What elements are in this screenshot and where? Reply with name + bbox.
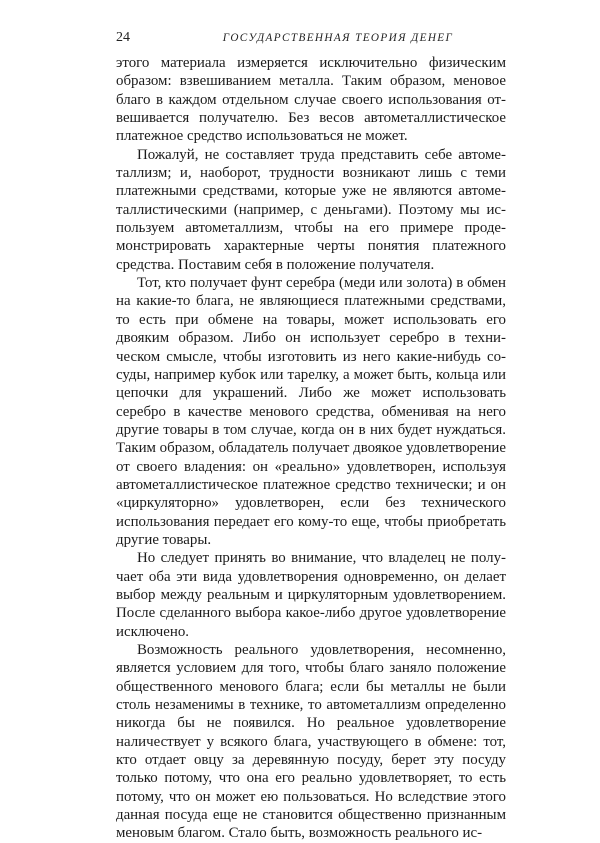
paragraph-1: этого материала измеряется исключительно физическим образом: взвешиванием металла. Таким образом, меновое благо в каждом отдельном случае своего использования отвешивается получателю. Без весов автометаллистическое платежное средство использоваться не может. [116,55,506,145]
running-title: ГОСУДАРСТВЕННАЯ ТЕОРИЯ ДЕНЕГ [222,32,454,44]
page-header [116,30,506,48]
paragraph-5: Возможность реального удовлетворения, несомненно, является условием для того, чтобы благо заняло положение общественного менового блага; если бы металлы не были столь незаменимы в технике, то автометаллизм определенно никогда бы не появился. Но реальное удовлетворение наличествует у всякого блага, участвующего в обмене: тот, кто отдает овцу за деревянную посуду, берет эту посуду только потому, что она его реально удовлетворяет, то есть потому, что он может ею пользоваться. Но вследствие этого данная посуда еще не становится общественно признанным меновым благом. Стало быть, возможность реального ис- [116,642,506,842]
paragraph-2: Пожалуй, не составляет труда представить себе автометаллизм; и, наоборот, трудности возникают лишь с теми платежными средствами, которые уже не являются автометаллистическими (например, с деньгами). Поэтому мы используем автометаллизм, чтобы на его примере продeмонстрировать характерные черты понятия платежного средства. Поставим себя в положение получателя. [116,146,506,273]
body-text [116,54,506,843]
paragraph-4: Но следует принять во внимание, что владелец не получает оба эти вида удовлетворения одновременно, он делает выбор между реальным и циркуляторным удовлетворением. После сделанного выбора какое-либо другое удовлетворение исключено. [116,550,506,640]
page-number: 24 [116,30,130,45]
paragraph-3: Тот, кто получает фунт серебра (меди или золота) в обмен на какие-то блага, не являющиеся платежными средствами, то есть при обмене на товары, может использовать его двояким образом. Либо он использует серебро в техническом смысле, чтобы изготовить из него какие-нибудь сосуды, например кубок или тарелку, а может быть, кольца или цепочки для украшений. Либо же может использовать серебро в качестве менового средства, обменивая на него другие товары в том случае, когда он в них будет нуждаться. Таким образом, обладатель получает двоякое удовлетворение от своего владения: он «реально» удовлетворен, используя автометаллистическое платежное средство технически; и он «циркуляторно» удовлетворен, если без технического использования передает его кому-то еще, чтобы приобретать другие товары. [116,275,507,548]
